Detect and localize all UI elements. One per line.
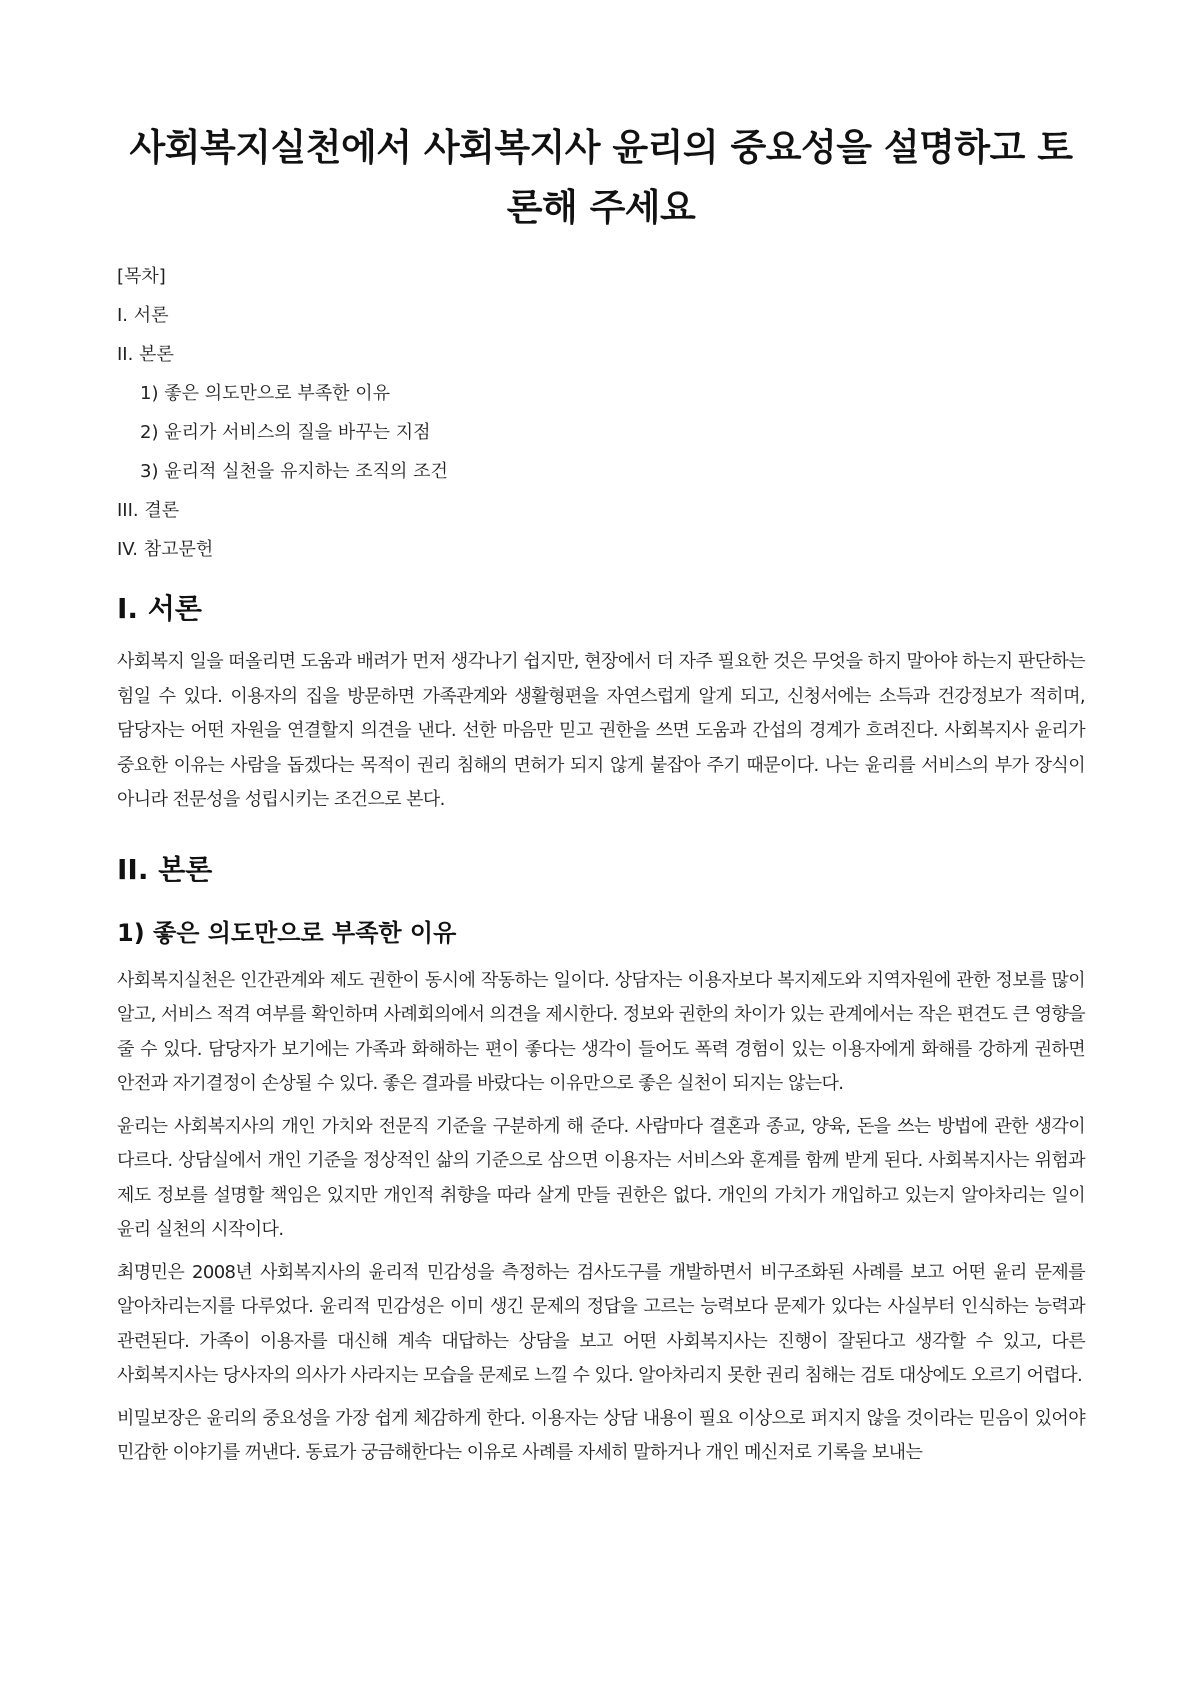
intro-section: [117, 591, 1085, 818]
toc-subitem: 1) 좋은 의도만으로 부족한 이유: [140, 383, 391, 404]
document-title: 사회복지실천에서 사회복지사 윤리의 중요성을 설명하고 토론해 주세요: [129, 126, 1073, 229]
toc-item: II. 본론: [117, 344, 174, 365]
body-paragraph: 윤리는 사회복지사의 개인 가치와 전문직 기준을 구분하게 해 준다. 사람마다 결혼과 종교, 양육, 돈을 쓰는 방법에 관한 생각이 다르다. 상담실에서 개인 기준을 정상적인 삶의 기준으로 삼으면 이용자는 서비스와 훈계를 함께 받게 된다. 사회복지사는 위험과 제도 정보를 설명할 책임은 있지만 개인적 취향을 따라 살게 만들 권한은 없다. 개인의 가치가 개입하고 있는지 알아차리는 일이 윤리 실천의 시작이다.: [117, 1115, 1085, 1240]
toc-item: IV. 참고문헌: [117, 539, 214, 560]
section-heading-body: II. 본론: [117, 852, 213, 886]
toc-heading: [목차]: [117, 266, 166, 287]
intro-paragraph: 사회복지 일을 떠올리면 도움과 배려가 먼저 생각나기 쉽지만, 현장에서 더 자주 필요한 것은 무엇을 하지 말아야 하는지 판단하는 힘일 수 있다. 이용자의 집을 방문하면 가족관계와 생활형편을 자연스럽게 알게 되고, 신청서에는 소득과 건강정보가 적히며, 담당자는 어떤 자원을 연결할지 의견을 낸다. 선한 마음만 믿고 권한을 쓰면 도움과 간섭의 경계가 흐려진다. 사회복지사 윤리가 중요한 이유는 사람을 돕겠다는 목적이 권리 침해의 면허가 되지 않게 붙잡아 주기 때문이다. 나는 윤리를 서비스의 부가 장식이 아니라 전문성을 성립시키는 조건으로 본다.: [117, 651, 1085, 810]
body-section: [117, 852, 1085, 1471]
table-of-contents: [117, 266, 1085, 561]
toc-item: I. 서론: [117, 305, 169, 326]
subsection-heading-1: 1) 좋은 의도만으로 부족한 이유: [117, 918, 457, 947]
body-paragraph: 비밀보장은 윤리의 중요성을 가장 쉽게 체감하게 한다. 이용자는 상담 내용이 필요 이상으로 퍼지지 않을 것이라는 믿음이 있어야 민감한 이야기를 꺼낸다. 동료가 궁금해한다는 이유로 사례를 자세히 말하거나 개인 메신저로 기록을 보내는: [117, 1407, 1085, 1463]
toc-item: III. 결론: [117, 500, 180, 521]
body-paragraph: 사회복지실천은 인간관계와 제도 권한이 동시에 작동하는 일이다. 상담자는 이용자보다 복지제도와 지역자원에 관한 정보를 많이 알고, 서비스 적격 여부를 확인하며 사례회의에서 의견을 제시한다. 정보와 권한의 차이가 있는 관계에서는 작은 편견도 큰 영향을 줄 수 있다. 담당자가 보기에는 가족과 화해하는 편이 좋다는 생각이 들어도 폭력 경험이 있는 이용자에게 화해를 강하게 권하면 안전과 자기결정이 손상될 수 있다. 좋은 결과를 바랐다는 이유만으로 좋은 실천이 되지는 않는다.: [117, 969, 1085, 1094]
section-heading-intro: I. 서론: [117, 592, 202, 625]
toc-subitem: 2) 윤리가 서비스의 질을 바꾸는 지점: [140, 422, 431, 443]
body-paragraph: 최명민은 2008년 사회복지사의 윤리적 민감성을 측정하는 검사도구를 개발하면서 비구조화된 사례를 보고 어떤 윤리 문제를 알아차리는지를 다루었다. 윤리적 민감성은 이미 생긴 문제의 정답을 고르는 능력보다 문제가 있다는 사실부터 인식하는 능력과 관련된다. 가족이 이용자를 대신해 계속 대답하는 상담을 보고 어떤 사회복지사는 진행이 잘된다고 생각할 수 있고, 다른 사회복지사는 당사자의 의사가 사라지는 모습을 문제로 느낄 수 있다. 알아차리지 못한 권리 침해는 검토 대상에도 오르기 어렵다.: [117, 1261, 1085, 1386]
toc-subitem: 3) 윤리적 실천을 유지하는 조직의 조건: [140, 461, 448, 482]
